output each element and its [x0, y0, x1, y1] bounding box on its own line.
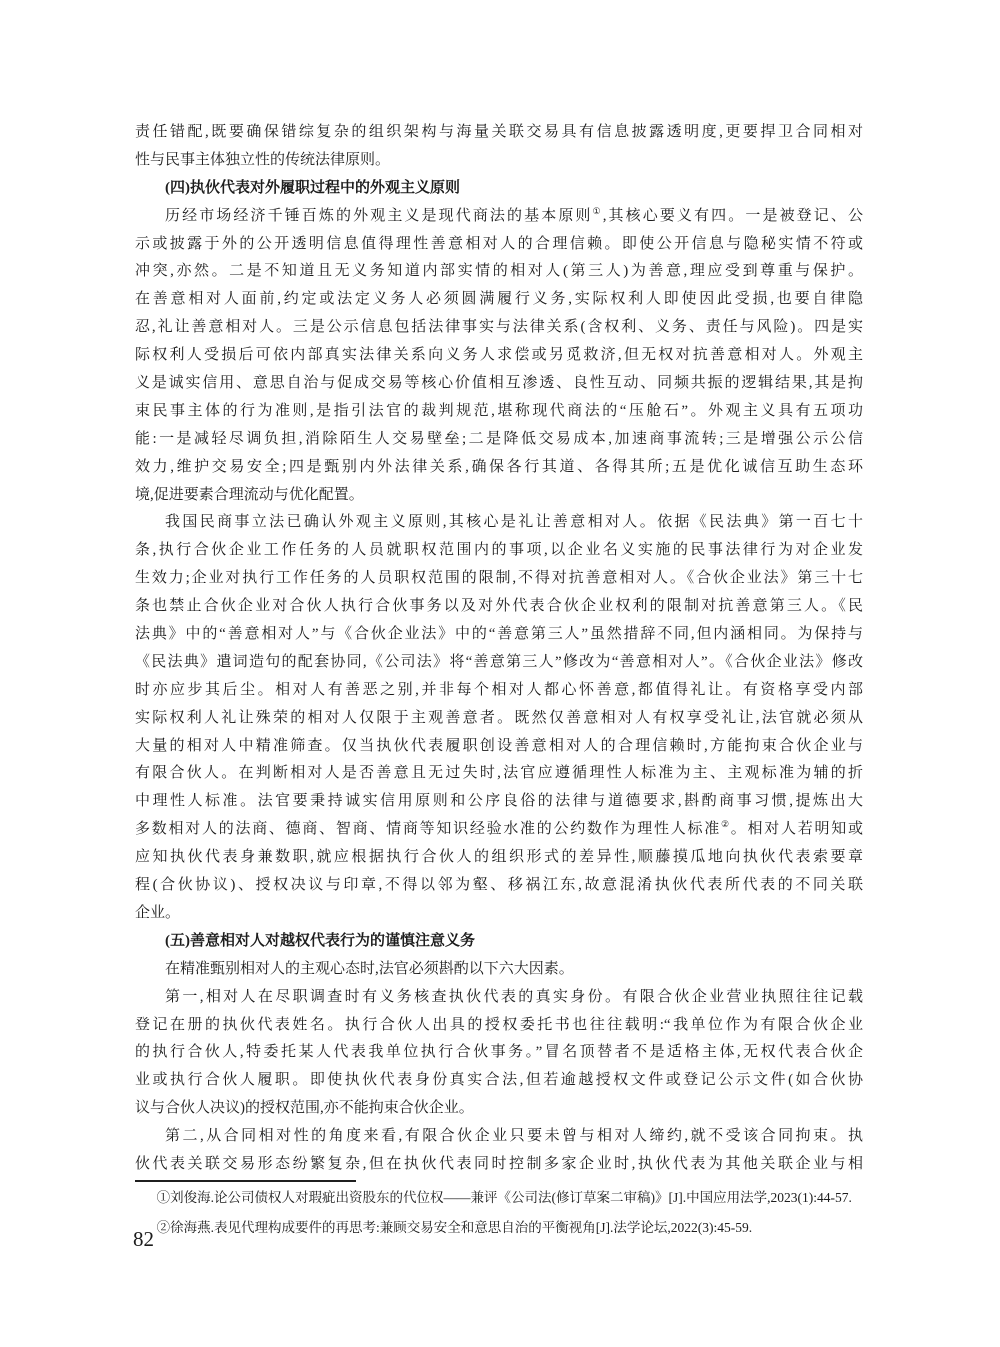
body-line: 性与民事主体独立性的传统法律原则。: [135, 151, 391, 168]
heading-section-4: (四)执伙代表对外履职过程中的外观主义原则: [165, 179, 460, 196]
body-line: 实际权利人礼让殊荣的相对人仅限于主观善意者。既然仅善意相对人有权享受礼让,法官就必须从: [135, 709, 863, 726]
body-line: 伙代表关联交易形态纷繁复杂,但在执伙代表同时控制多家企业时,执伙代表为其他关联企业与相: [135, 1155, 863, 1172]
body-line: 历经市场经济千锤百炼的外观主义是现代商法的基本原则①,其核心要义有四。一是被登记、公: [165, 205, 863, 224]
body-line: 的执行合伙人,特委托某人代表我单位执行合伙事务。”冒名顶替者不是适格主体,无权代表合伙企: [135, 1044, 863, 1061]
body-line: 程(合伙协议)、授权决议与印章,不得以邻为壑、移祸江东,故意混淆执伙代表所代表的不同关联: [135, 877, 863, 894]
body-line: 企业。: [135, 904, 181, 921]
body-line: 大量的相对人中精准筛查。仅当执伙代表履职创设善意相对人的合理信赖时,方能拘束合伙企业与: [135, 737, 863, 754]
body-line: 条也禁止合伙企业对合伙人执行合伙事务以及对外代表合伙企业权利的限制对抗善意第三人。《民: [135, 598, 863, 615]
body-line: 际权利人受损后可依内部真实法律关系向义务人求偿或另觅救济,但无权对抗善意相对人。外观主: [135, 347, 863, 364]
body-line: 冲突,亦然。二是不知道且无义务知道内部实情的相对人(第三人)为善意,理应受到尊重与保护。: [135, 263, 863, 280]
body-line: 忍,礼让善意相对人。三是公示信息包括法律事实与法律关系(含权利、义务、责任与风险)。四是实: [135, 319, 863, 336]
footnote-2: ②徐海燕.表见代理构成要件的再思考:兼顾交易安全和意思自治的平衡视角[J].法学论坛,2022(3):45-59.: [156, 1219, 753, 1235]
body-line: 我国民商事立法已确认外观主义原则,其核心是礼让善意相对人。依据《民法典》第一百七十: [165, 514, 863, 531]
body-line: 业或执行合伙人履职。即使执伙代表身份真实合法,但若逾越授权文件或登记公示文件(如合伙协: [135, 1072, 863, 1089]
footnote-1: ①刘俊海.论公司债权人对瑕疵出资股东的代位权——兼评《公司法(修订草案二审稿)》[J].中国应用法学,2023(1):44-57.: [156, 1190, 852, 1205]
footnote-marker: ②: [720, 819, 731, 830]
footnote-separator: [135, 1180, 356, 1182]
body-line: 议与合伙人决议)的授权范围,亦不能拘束合伙企业。: [135, 1100, 474, 1117]
body-line: 条,执行合伙企业工作任务的人员就职权范围内的事项,以企业名义实施的民事法律行为对企业发: [135, 542, 863, 559]
page-number: 82: [133, 1227, 154, 1251]
body-line: 生效力;企业对执行工作任务的人员职权范围的限制,不得对抗善意相对人。《合伙企业法》第三十七: [135, 570, 863, 587]
body-line: 时亦应步其后尘。相对人有善恶之别,并非每个相对人都心怀善意,都值得礼让。有资格享受内部: [135, 681, 863, 698]
body-line: 法典》中的“善意相对人”与《合伙企业法》中的“善意第三人”虽然措辞不同,但内涵相同。为保持与: [135, 626, 863, 643]
body-line: 在善意相对人面前,约定或法定义务人必须圆满履行义务,实际权利人即使因此受损,也要自律隐: [135, 291, 863, 308]
body-line: 能:一是减轻尽调负担,消除陌生人交易壁垒;二是降低交易成本,加速商事流转;三是增强公示公信: [135, 430, 863, 447]
body-line: 示或披露于外的公开透明信息值得理性善意相对人的合理信赖。即使公开信息与隐秘实情不符或: [135, 235, 863, 252]
body-line: 中理性人标准。法官要秉持诚实信用原则和公序良俗的法律与道德要求,斟酌商事习惯,提炼出大: [135, 793, 863, 810]
body-line: 义是诚实信用、意思自治与促成交易等核心价值相互渗透、良性互动、同频共振的逻辑结果,其是拘: [135, 375, 863, 392]
body-line: 束民事主体的行为准则,是指引法官的裁判规范,堪称现代商法的“压舱石”。外观主义具有五项功: [135, 402, 863, 419]
body-line: 第一,相对人在尽职调查时有义务核查执伙代表的真实身份。有限合伙企业营业执照往往记载: [165, 988, 863, 1005]
footnote-marker: ①: [592, 205, 603, 216]
body-line: 效力,维护交易安全;四是甄别内外法律关系,确保各行其道、各得其所;五是优化诚信互助生态环: [135, 458, 863, 475]
body-line: 登记在册的执伙代表姓名。执行合伙人出具的授权委托书也往往载明:“我单位作为有限合伙企业: [135, 1016, 863, 1033]
body-line: 第二,从合同相对性的角度来看,有限合伙企业只要未曾与相对人缔约,就不受该合同拘束。执: [165, 1128, 863, 1145]
body-line: 多数相对人的法商、德商、智商、情商等知识经验水准的公约数作为理性人标准②。相对人若明知或: [135, 819, 863, 838]
body-line: 境,促进要素合理流动与优化配置。: [135, 486, 364, 503]
heading-section-5: (五)善意相对人对越权代表行为的谨慎注意义务: [165, 932, 475, 949]
body-line: 《民法典》遣词造句的配套协同,《公司法》将“善意第三人”修改为“善意相对人”。《合伙企业法》修改: [135, 653, 863, 670]
body-line: 应知执伙代表身兼数职,就应根据执行合伙人的组织形式的差异性,顺藤摸瓜地向执伙代表索要章: [135, 849, 863, 866]
body-line: 责任错配,既要确保错综复杂的组织架构与海量关联交易具有信息披露透明度,更要捍卫合同相对: [135, 124, 863, 140]
body-line: 在精准甄别相对人的主观心态时,法官必须斟酌以下六大因素。: [165, 960, 574, 977]
body-line: 有限合伙人。在判断相对人是否善意且无过失时,法官应遵循理性人标准为主、主观标准为辅的折: [135, 765, 863, 782]
article-body: [135, 119, 863, 1179]
footnotes: [135, 1183, 895, 1242]
